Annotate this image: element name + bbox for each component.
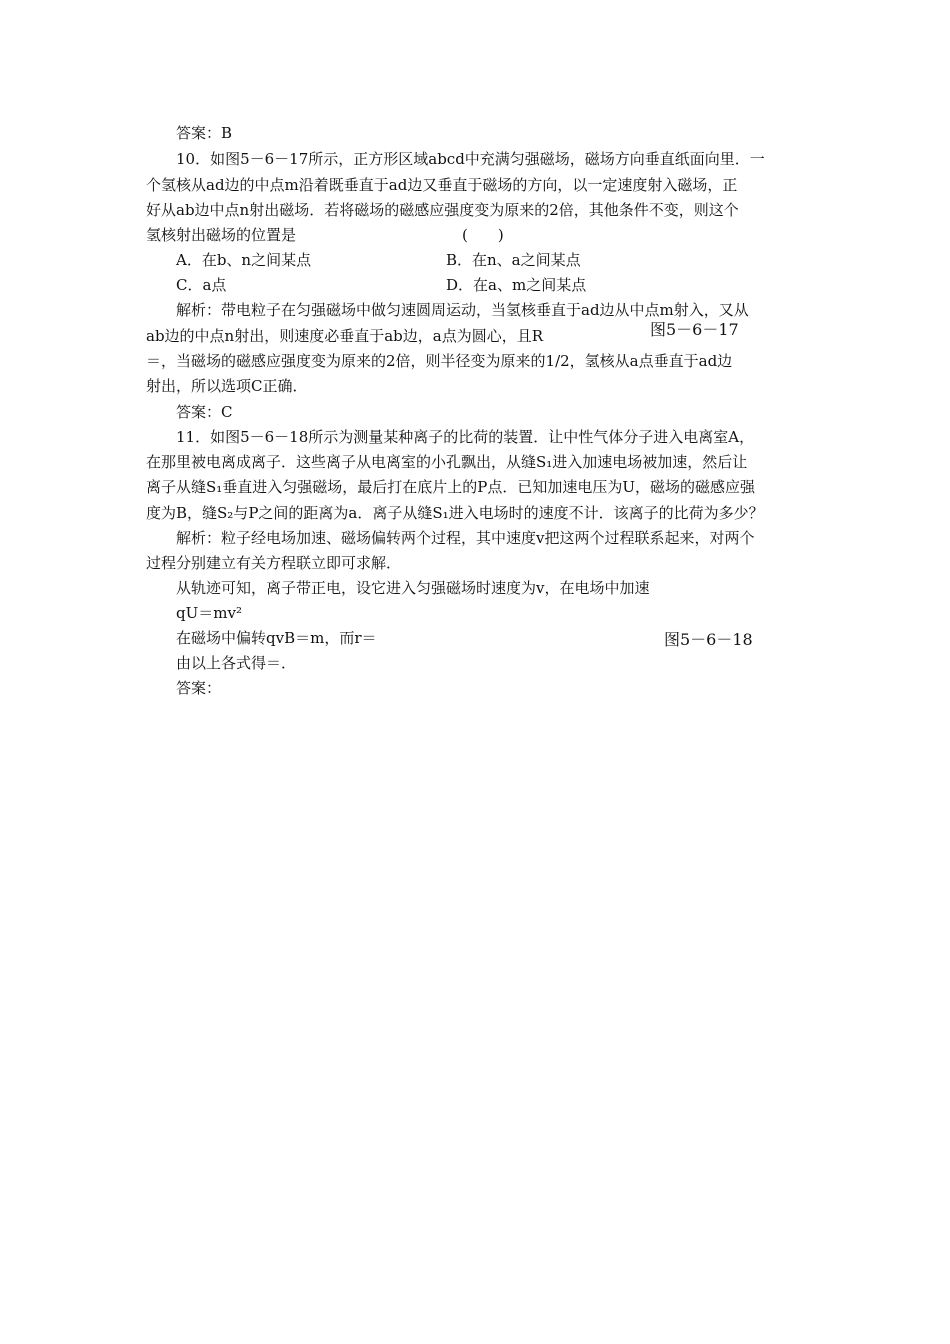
q10-line-3: 好从ab边中点n射出磁场．若将磁场的磁感应强度变为原来的2倍，其他条件不变，则这个 (146, 201, 739, 219)
q11-line-1: 11．如图5－6－18所示为测量某种离子的比荷的装置．让中性气体分子进入电离室A， (176, 428, 755, 446)
q10-line-4: 氢核射出磁场的位置是 (146, 226, 297, 244)
q11-line-3: 离子从缝S₁垂直进入匀强磁场，最后打在底片上的P点．已知加速电压为U，磁场的磁感应强 (146, 478, 756, 496)
q11-equation-3: 由以上各式得＝． (176, 654, 297, 672)
q10-option-b: B．在n、a之间某点 (446, 251, 581, 269)
q10-analysis-1: 解析：带电粒子在匀强磁场中做匀速圆周运动，当氢核垂直于ad边从中点m射入，又从 (176, 301, 749, 319)
q11-line-4: 度为B，缝S₂与P之间的距离为a．离子从缝S₁进入电场时的速度不计．该离子的比荷为多少？ (146, 504, 764, 522)
q11-equation-1: qU＝mv² (176, 604, 242, 622)
q10-analysis-3: ＝，当磁场的磁感应强度变为原来的2倍，则半径变为原来的1/2，氢核从a点垂直于ad边 (146, 352, 733, 370)
q11-answer: 答案： (176, 679, 222, 697)
prev-answer: 答案：B (176, 124, 233, 142)
q11-equation-2: 在磁场中偏转qvB＝m，而r＝ (176, 629, 377, 647)
q10-line-2: 个氢核从ad边的中点m沿着既垂直于ad边又垂直于磁场的方向，以一定速度射入磁场，正 (146, 176, 738, 194)
q11-analysis-3: 从轨迹可知，离子带正电，设它进入匀强磁场时速度为v，在电场中加速 (176, 579, 650, 597)
q10-answer-bracket: ( ) (462, 226, 504, 244)
q10-option-d: D．在a、m之间某点 (446, 276, 587, 294)
q10-answer: 答案：C (176, 403, 233, 421)
q11-analysis-1: 解析：粒子经电场加速、磁场偏转两个过程，其中速度v把这两个过程联系起来，对两个 (176, 529, 755, 547)
q10-analysis-4: 射出，所以选项C正确． (146, 377, 308, 395)
q10-option-c: C．a点 (176, 276, 227, 294)
q10-analysis-2: ab边的中点n射出，则速度必垂直于ab边，a点为圆心，且R (146, 327, 543, 345)
q11-line-2: 在那里被电离成离子．这些离子从电离室的小孔飘出，从缝S₁进入加速电场被加速，然后让 (146, 453, 748, 471)
q10-line-1: 10．如图5－6－17所示，正方形区域abcd中充满匀强磁场，磁场方向垂直纸面向里．一 (176, 150, 765, 168)
q11-analysis-2: 过程分别建立有关方程联立即可求解． (146, 554, 402, 572)
figure-caption-5-6-17: 图5－6－17 (650, 320, 739, 339)
q10-option-a: A．在b、n之间某点 (176, 251, 312, 269)
figure-caption-5-6-18: 图5－6－18 (664, 630, 753, 649)
